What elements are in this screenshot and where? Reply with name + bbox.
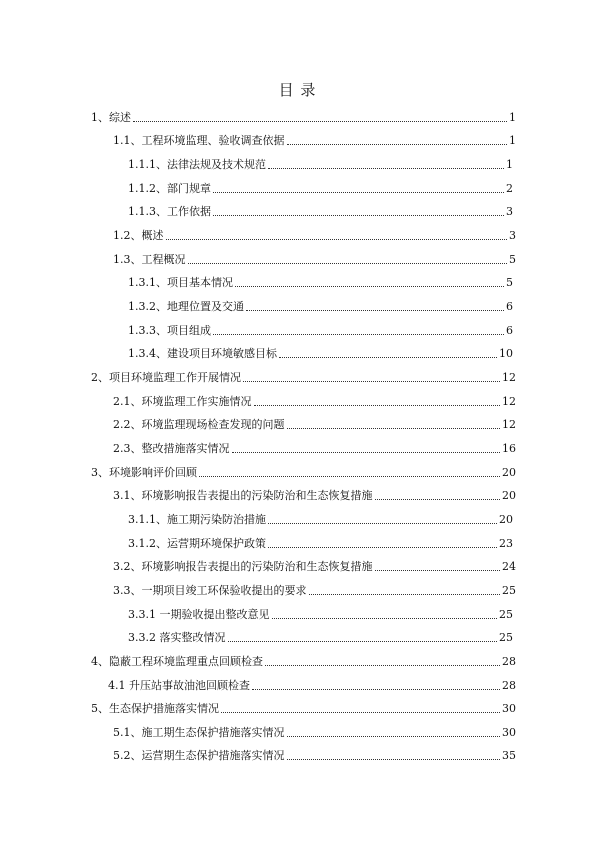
dot-leader <box>221 711 500 713</box>
toc-entry-label: 3.1.2、运营期环境保护政策 <box>128 537 266 550</box>
toc-page-number: 3 <box>509 229 516 242</box>
dot-leader <box>213 214 504 216</box>
dot-leader <box>228 640 498 642</box>
toc-entry-label: 3.1、环境影响报告表提出的污染防治和生态恢复措施 <box>113 489 373 502</box>
toc-entry-3-1-2[interactable] <box>128 537 513 551</box>
dot-leader <box>188 262 508 264</box>
dot-leader <box>265 664 500 666</box>
toc-page-number: 24 <box>502 560 516 573</box>
toc-entry-label: 1.3.2、地理位置及交通 <box>128 300 244 313</box>
toc-entry-label: 3.1.1、施工期污染防治措施 <box>128 513 266 526</box>
dot-leader <box>287 735 501 737</box>
toc-entry-label: 4.1 升压站事故油池回顾检查 <box>108 679 250 692</box>
toc-title: 目 录 <box>278 81 317 99</box>
dot-leader <box>272 617 498 619</box>
toc-entry-3-3-1[interactable] <box>128 608 513 622</box>
toc-entry-label: 2.1、环境监理工作实施情况 <box>113 395 252 408</box>
toc-entry-1-2[interactable] <box>113 229 516 243</box>
toc-entry-label: 4、隐蔽工程环境监理重点回顾检查 <box>91 655 263 668</box>
toc-entry-3[interactable] <box>91 466 516 480</box>
toc-entry-2-1[interactable] <box>113 395 516 409</box>
toc-entry-2-3[interactable] <box>113 442 516 456</box>
toc-page-number: 28 <box>502 679 516 692</box>
toc-entry-1-3[interactable] <box>113 253 516 267</box>
dot-leader <box>309 593 501 595</box>
toc-entry-label: 1.1.3、工作依据 <box>128 205 211 218</box>
dot-leader <box>243 380 500 382</box>
toc-entry-label: 1.3.1、项目基本情况 <box>128 276 233 289</box>
toc-entry-label: 2、项目环境监理工作开展情况 <box>91 371 241 384</box>
toc-entry-1-1-3[interactable] <box>128 205 513 219</box>
dot-leader <box>246 309 504 311</box>
toc-page-number: 20 <box>502 489 516 502</box>
toc-entry-5[interactable] <box>91 702 516 716</box>
toc-page-number: 1 <box>506 158 513 171</box>
toc-entry-3-1[interactable] <box>113 489 516 503</box>
toc-entry-label: 5.1、施工期生态保护措施落实情况 <box>113 726 285 739</box>
dot-leader <box>252 688 500 690</box>
toc-entry-label: 2.2、环境监理现场检查发现的问题 <box>113 418 285 431</box>
toc-entry-3-2[interactable] <box>113 560 516 574</box>
toc-page-number: 12 <box>502 418 516 431</box>
dot-leader <box>232 451 501 453</box>
toc-page-number: 12 <box>502 395 516 408</box>
toc-page-number: 6 <box>506 300 513 313</box>
dot-leader <box>133 120 507 122</box>
toc-page-number: 20 <box>502 466 516 479</box>
toc-page-number: 20 <box>499 513 513 526</box>
toc-entry-4[interactable] <box>91 655 516 669</box>
toc-entry-1-3-2[interactable] <box>128 300 513 314</box>
dot-leader <box>166 238 508 240</box>
toc-entry-1[interactable] <box>91 111 516 125</box>
dot-leader <box>268 522 497 524</box>
toc-entry-label: 1.1、工程环境监理、验收调查依据 <box>113 134 285 147</box>
toc-entry-1-3-4[interactable] <box>128 347 513 361</box>
toc-page-number: 10 <box>499 347 513 360</box>
toc-page-number: 25 <box>499 608 513 621</box>
toc-entry-5-1[interactable] <box>113 726 516 740</box>
toc-entry-label: 5、生态保护措施落实情况 <box>91 702 219 715</box>
dot-leader <box>287 427 501 429</box>
toc-entry-1-1-1[interactable] <box>128 158 513 172</box>
toc-entry-label: 3.3.1 一期验收提出整改意见 <box>128 608 270 621</box>
toc-entry-3-1-1[interactable] <box>128 513 513 527</box>
toc-entry-label: 1.1.2、部门规章 <box>128 182 211 195</box>
toc-entry-3-3[interactable] <box>113 584 516 598</box>
toc-page-number: 28 <box>502 655 516 668</box>
toc-page-number: 30 <box>502 726 516 739</box>
toc-entry-label: 1.2、概述 <box>113 229 164 242</box>
toc-entry-label: 3.3.2 落实整改情况 <box>128 631 226 644</box>
toc-page-number: 12 <box>502 371 516 384</box>
dot-leader <box>287 758 501 760</box>
toc-entry-1-3-3[interactable] <box>128 324 513 338</box>
toc-page-number: 6 <box>506 324 513 337</box>
toc-page-number: 5 <box>506 276 513 289</box>
dot-leader <box>235 285 504 287</box>
toc-entry-label: 1.3、工程概况 <box>113 253 186 266</box>
dot-leader <box>375 569 501 571</box>
dot-leader <box>279 356 497 358</box>
dot-leader <box>268 167 504 169</box>
toc-entry-label: 1.3.4、建设项目环境敏感目标 <box>128 347 277 360</box>
toc-page-number: 3 <box>506 205 513 218</box>
toc-page-number: 35 <box>502 749 516 762</box>
toc-page-number: 23 <box>499 537 513 550</box>
toc-page-number: 2 <box>506 182 513 195</box>
toc-entry-5-2[interactable] <box>113 749 516 763</box>
toc-entry-label: 1.1.1、法律法规及技术规范 <box>128 158 266 171</box>
toc-page-number: 5 <box>509 253 516 266</box>
toc-page-number: 16 <box>502 442 516 455</box>
toc-entry-label: 2.3、整改措施落实情况 <box>113 442 230 455</box>
dot-leader <box>287 143 508 145</box>
toc-page-number: 1 <box>509 111 516 124</box>
toc-entry-2-2[interactable] <box>113 418 516 432</box>
toc-entry-label: 3.3、一期项目竣工环保验收提出的要求 <box>113 584 307 597</box>
toc-page-number: 30 <box>502 702 516 715</box>
toc-entry-label: 3.2、环境影响报告表提出的污染防治和生态恢复措施 <box>113 560 373 573</box>
dot-leader <box>375 498 501 500</box>
toc-entry-label: 1、综述 <box>91 111 131 124</box>
toc-entry-2[interactable] <box>91 371 516 385</box>
dot-leader <box>268 546 497 548</box>
toc-entry-label: 5.2、运营期生态保护措施落实情况 <box>113 749 285 762</box>
dot-leader <box>199 475 500 477</box>
toc-entry-label: 3、环境影响评价回顾 <box>91 466 197 479</box>
toc-entry-4-1[interactable] <box>108 679 516 693</box>
dot-leader <box>254 404 501 406</box>
dot-leader <box>213 191 504 193</box>
toc-entry-1-1-2[interactable] <box>128 182 513 196</box>
toc-entry-3-3-2[interactable] <box>128 631 513 645</box>
toc-page-number: 1 <box>509 134 516 147</box>
toc-entry-1-3-1[interactable] <box>128 276 513 290</box>
toc-page-number: 25 <box>502 584 516 597</box>
toc-entry-1-1[interactable] <box>113 134 516 148</box>
toc-entry-label: 1.3.3、项目组成 <box>128 324 211 337</box>
toc-page-number: 25 <box>499 631 513 644</box>
dot-leader <box>213 333 504 335</box>
